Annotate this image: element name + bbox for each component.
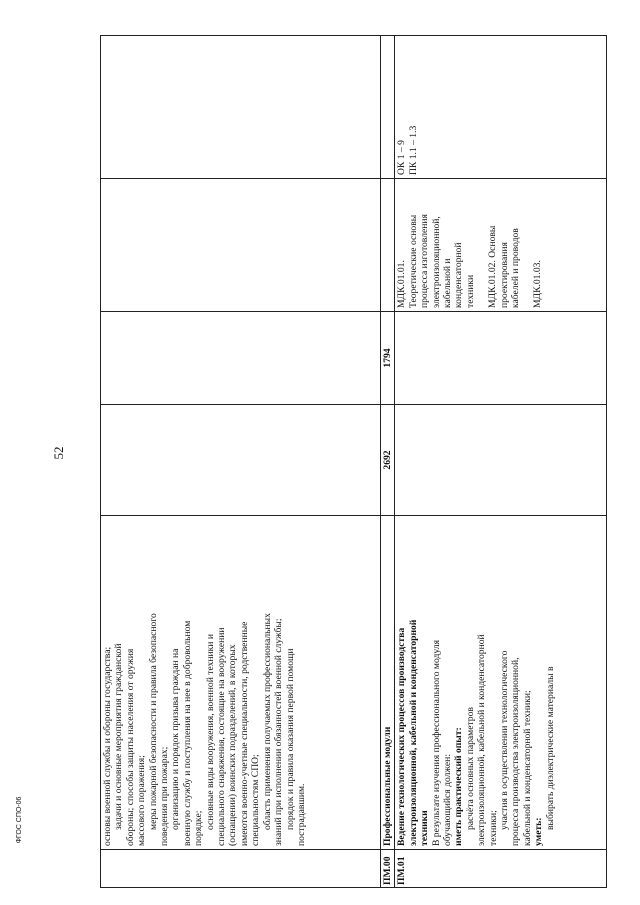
body-line: кабельной и конденсаторной техники; xyxy=(521,690,533,846)
body-line: В результате изучения профессионального модуля xyxy=(430,640,442,846)
description-line: пострадавшим. xyxy=(295,783,307,846)
body-line: участия в осуществлении технологического xyxy=(499,650,511,830)
hours-max: 2692 xyxy=(381,405,395,516)
mdk-line: конденсаторной xyxy=(453,242,465,308)
mdk-line: техники xyxy=(464,274,476,308)
footer-label: ФГОС СПО-06 xyxy=(16,796,23,844)
mdk-spacer xyxy=(476,182,487,308)
description-line: обороны; способы защиты населения от оружия xyxy=(124,648,136,846)
mdk-line: кабельной и xyxy=(442,258,454,308)
competencies-cell xyxy=(101,36,381,179)
mdk-cell xyxy=(101,179,381,312)
mdk-line: кабелей и проводов xyxy=(510,228,522,308)
body-line: техники; xyxy=(487,810,499,846)
mdk-line: проектирования xyxy=(498,242,510,308)
mdk-cell xyxy=(381,179,395,312)
row-description xyxy=(395,516,607,850)
description-line: специальностям СПО; xyxy=(250,754,262,846)
hours-max-cell xyxy=(101,405,381,516)
description-line: специального снаряжения, состоящие на вооружении xyxy=(216,627,228,846)
mdk-line: электроизоляционной, xyxy=(430,216,442,308)
hours-class-cell xyxy=(101,312,381,405)
competencies-cell xyxy=(381,36,395,179)
body-line: уметь: xyxy=(533,817,545,846)
rotated-page-content xyxy=(100,36,606,888)
hours-class: 1794 xyxy=(381,312,395,405)
competency-line: ОК 1 – 9 xyxy=(396,140,408,175)
curriculum-table xyxy=(100,35,607,888)
module-title-line: Ведение технологических процессов производства xyxy=(396,627,408,846)
mdk-line: МДК.01.03. xyxy=(532,260,544,308)
description-line: порядок и правила оказания первой помощи xyxy=(284,648,296,830)
body-line: расчёта основных параметров xyxy=(464,707,476,830)
module-title-line: электроизоляционной, кабельной и конденсаторной xyxy=(407,619,419,846)
hours-class-cell xyxy=(395,312,607,405)
row-description xyxy=(101,516,381,850)
hours-max-cell xyxy=(395,405,607,516)
description-line: организацию и порядок призыва граждан на xyxy=(170,648,182,830)
page-number: 52 xyxy=(51,446,66,460)
description-line: основы военной службы и обороны государства; xyxy=(102,646,113,846)
module-title-line: техники xyxy=(419,810,431,846)
mdk-line: Теоретические основы xyxy=(407,214,419,308)
description-line: область применения получаемых профессиональных xyxy=(261,613,273,830)
row-code: ПМ.00 xyxy=(381,850,395,888)
body-line: электроизоляционной, кабельной и конденсаторной xyxy=(476,634,488,846)
body-line: процесса производства электроизоляционной, xyxy=(510,657,522,846)
description-line: массового поражения; xyxy=(136,755,148,846)
mdk-line: МДК.01.01. xyxy=(396,260,408,308)
description-line: (оснащении) воинских подразделений, в которых xyxy=(227,644,239,846)
body-line: иметь практический опыт: xyxy=(453,727,465,846)
description-line: меры пожарной безопасности и правила безопасного xyxy=(147,613,159,830)
description-line: порядке; xyxy=(193,810,205,846)
table-row xyxy=(395,36,607,888)
competency-line: ПК 1.1 – 1.3 xyxy=(407,125,419,175)
description-line: знаний при исполнении обязанностей военной службы; xyxy=(273,618,285,846)
rotated-table-wrapper xyxy=(100,36,606,888)
body-line: выбирать диэлектрические материалы в xyxy=(544,666,556,830)
table-row xyxy=(101,36,381,888)
row-code: ПМ.01 xyxy=(395,850,607,888)
mdk-spacer xyxy=(521,182,532,308)
section-title: Профессиональные модули xyxy=(381,516,395,850)
row-code xyxy=(101,850,381,888)
description-line: поведения при пожарах; xyxy=(159,746,171,846)
mdk-line: МДК.01.02. Основы xyxy=(487,225,499,308)
description-line: имеются военно-учетные специальности, родственные xyxy=(238,621,250,846)
description-line: военную службу и поступления на нее в добровольном xyxy=(181,620,193,846)
description-line: основные виды вооружения, военной техники и xyxy=(204,634,216,830)
mdk-cell xyxy=(395,179,607,312)
competencies-cell xyxy=(395,36,607,179)
description-line: задачи и основные мероприятия гражданской xyxy=(113,643,125,830)
table-row xyxy=(381,36,395,888)
body-line: обучающийся должен: xyxy=(442,754,454,846)
mdk-line: процесса изготовления xyxy=(419,214,431,308)
